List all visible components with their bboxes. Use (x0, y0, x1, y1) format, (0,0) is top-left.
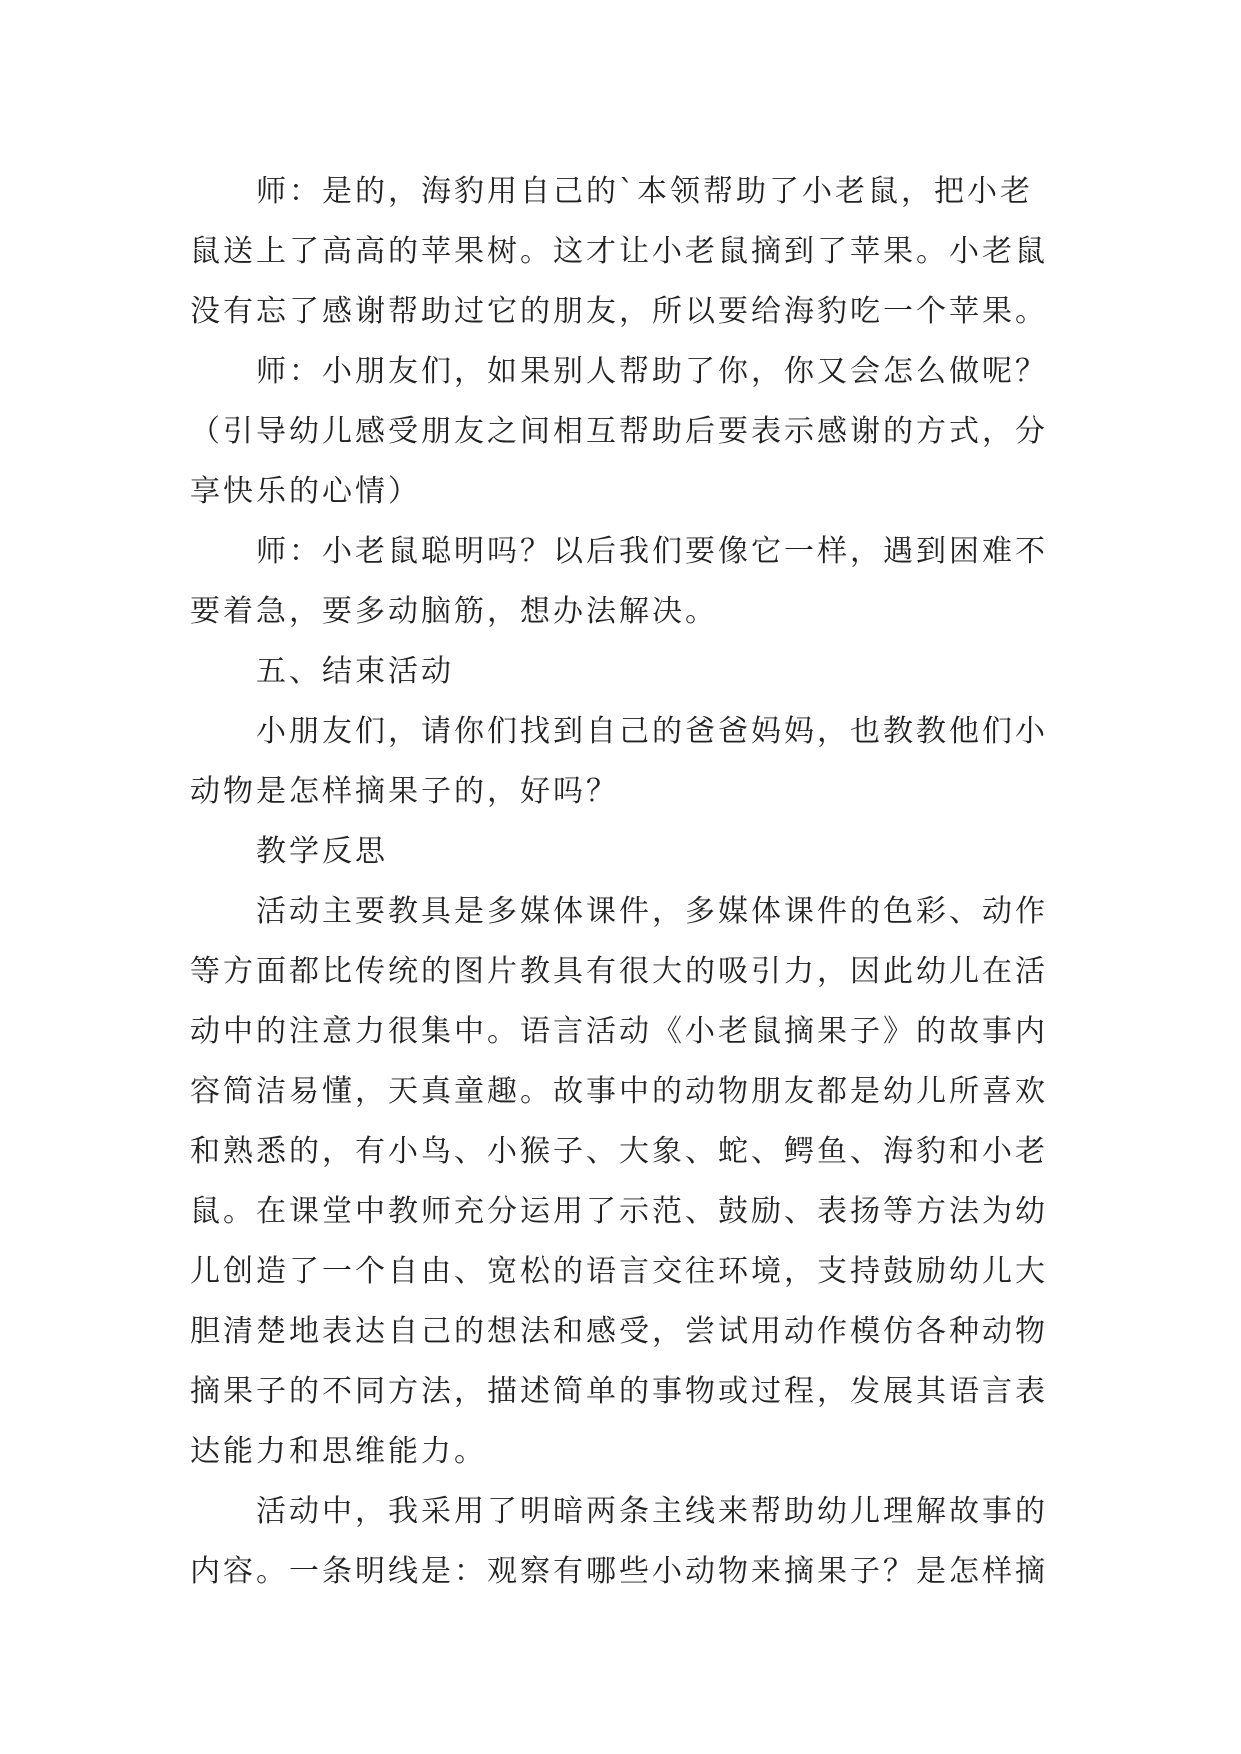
section-heading: 教学反思 (256, 834, 388, 869)
text-line: 小朋友们，请你们找到自己的爸爸妈妈，也教教他们小 (256, 714, 1048, 749)
text-line: 摘果子的不同方法，描述简单的事物或过程，发展其语言表 (190, 1374, 1048, 1409)
text-line: 活动中，我采用了明暗两条主线来帮助幼儿理解故事的 (256, 1494, 1048, 1529)
text-line: 等方面都比传统的图片教具有很大的吸引力，因此幼儿在活 (190, 954, 1048, 989)
section-heading: 五、结束活动 (256, 654, 454, 689)
text-line: 师：是的，海豹用自己的`本领帮助了小老鼠，把小老 (256, 174, 1033, 209)
text-line: 师：小老鼠聪明吗？以后我们要像它一样，遇到困难不 (256, 534, 1048, 569)
text-line: 没有忘了感谢帮助过它的朋友，所以要给海豹吃一个苹果。 (190, 294, 1048, 329)
text-line: 动中的注意力很集中。语言活动《小老鼠摘果子》的故事内 (190, 1014, 1048, 1049)
text-line: 胆清楚地表达自己的想法和感受，尝试用动作模仿各种动物 (190, 1314, 1048, 1349)
text-line: 活动主要教具是多媒体课件，多媒体课件的色彩、动作 (256, 894, 1048, 929)
text-line: 享快乐的心情） (190, 474, 421, 509)
text-line: 容简洁易懂，天真童趣。故事中的动物朋友都是幼儿所喜欢 (190, 1074, 1048, 1109)
text-line: 鼠送上了高高的苹果树。这才让小老鼠摘到了苹果。小老鼠 (190, 234, 1048, 269)
text-line: 师：小朋友们，如果别人帮助了你，你又会怎么做呢？ (256, 354, 1048, 389)
text-line: 达能力和思维能力。 (190, 1434, 487, 1469)
text-line: 儿创造了一个自由、宽松的语言交往环境，支持鼓励幼儿大 (190, 1254, 1048, 1289)
text-line: 要着急，要多动脑筋，想办法解决。 (190, 594, 718, 629)
text-line: （引导幼儿感受朋友之间相互帮助后要表示感谢的方式，分 (190, 414, 1048, 449)
text-line: 和熟悉的，有小鸟、小猴子、大象、蛇、鳄鱼、海豹和小老 (190, 1134, 1048, 1169)
text-line: 鼠。在课堂中教师充分运用了示范、鼓励、表扬等方法为幼 (190, 1194, 1048, 1229)
document-body (190, 162, 1050, 1602)
text-line: 内容。一条明线是：观察有哪些小动物来摘果子？是怎样摘 (190, 1554, 1048, 1589)
text-line: 动物是怎样摘果子的，好吗？ (190, 774, 619, 809)
